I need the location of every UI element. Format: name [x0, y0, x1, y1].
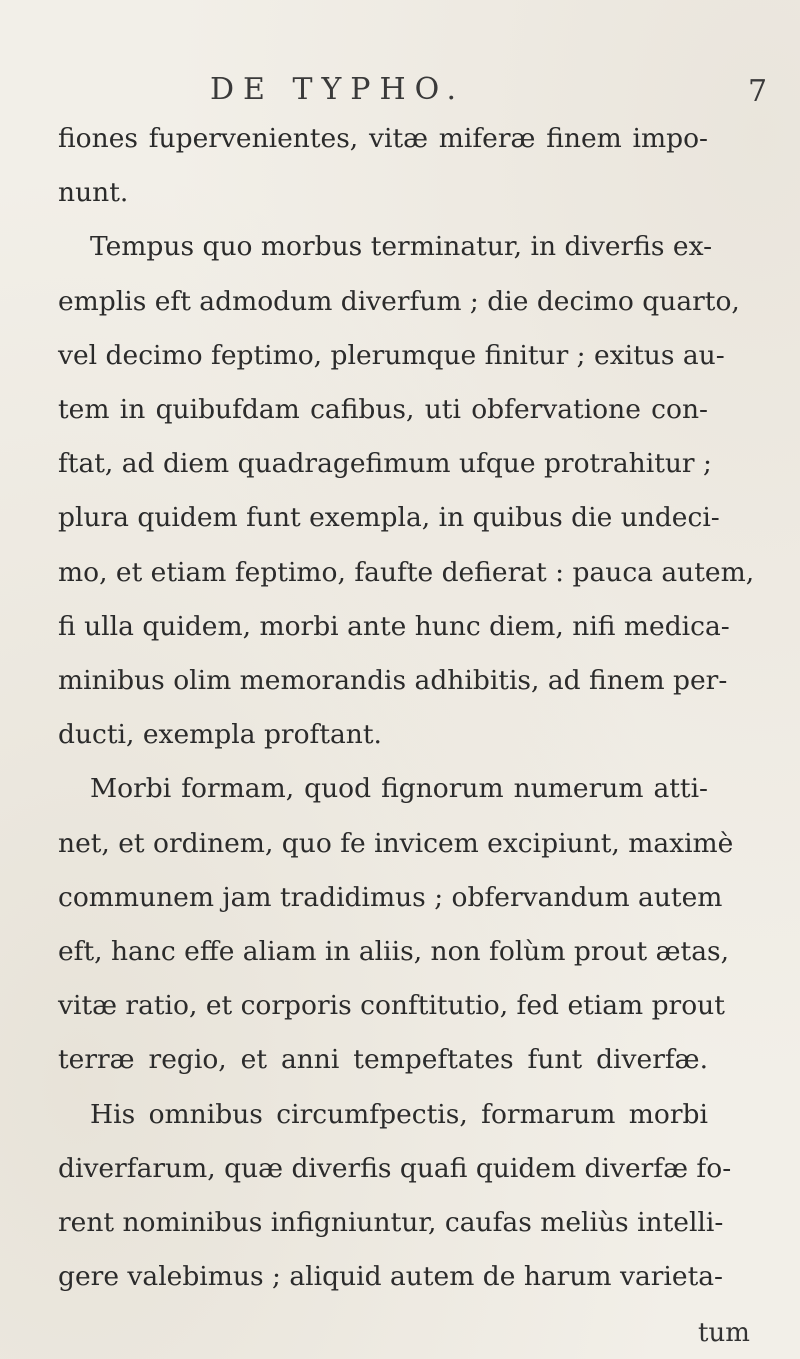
text-line: Tempus quo morbus terminatur, in diverfis ex-: [90, 231, 713, 262]
text-line: Morbi formam, quod fignorum numerum atti-: [90, 773, 708, 804]
text-line: rent nominibus infigniuntur, caufas meliùs intelli-: [58, 1207, 724, 1238]
running-title: DE TYPHO.: [210, 72, 466, 107]
text-line: net, et ordinem, quo fe invicem excipiunt, maximè: [58, 828, 734, 859]
text-line: fiones fupervenientes, vitæ miferæ finem impo-: [58, 123, 708, 154]
page-number: 7: [748, 74, 768, 109]
text-line: vel decimo feptimo, plerumque finitur ; exitus au-: [58, 340, 725, 371]
text-line: tem in quibufdam cafibus, uti obfervatione con-: [58, 394, 708, 425]
text-line: gere valebimus ; aliquid autem de harum varieta-: [58, 1261, 723, 1292]
page-header: [0, 66, 800, 116]
text-line: ducti, exempla proftant.: [58, 719, 382, 750]
text-line: plura quidem funt exempla, in quibus die undeci-: [58, 502, 720, 533]
text-line: diverfarum, quæ diverfis quafi quidem diverfæ fo-: [58, 1153, 732, 1184]
text-line: minibus olim memorandis adhibitis, ad finem per-: [58, 665, 728, 696]
text-line: vitæ ratio, et corporis conftitutio, fed etiam prout: [58, 990, 725, 1021]
text-line: eft, hanc effe aliam in aliis, non folùm prout ætas,: [58, 936, 730, 967]
text-line: fi ulla quidem, morbi ante hunc diem, nifi medica-: [58, 611, 730, 642]
text-line: His omnibus circumfpectis, formarum morbi: [90, 1099, 708, 1130]
text-line: ftat, ad diem quadragefimum ufque protrahitur ;: [58, 448, 712, 479]
catchword: tum: [698, 1318, 750, 1348]
text-line: communem jam tradidimus ; obfervandum autem: [58, 882, 723, 913]
text-line: nunt.: [58, 177, 129, 208]
text-line: mo, et etiam feptimo, faufte defierat : pauca autem,: [58, 557, 755, 588]
text-line: terræ regio, et anni tempeftates funt diverfæ.: [58, 1044, 708, 1075]
text-line: emplis eft admodum diverfum ; die decimo quarto,: [58, 286, 740, 317]
